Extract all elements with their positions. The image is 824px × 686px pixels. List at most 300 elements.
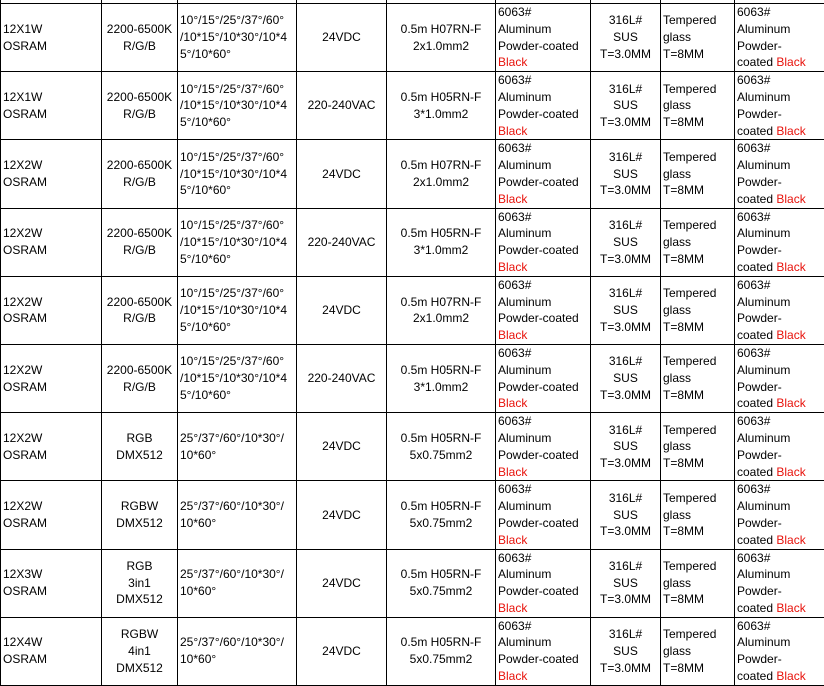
glass-thickness-text: T=8MM	[663, 252, 704, 266]
cable-cell	[387, 140, 496, 208]
cover-material-line: 6063#	[737, 414, 770, 428]
beam-angle-line: /10*15°/10*30°/10*4	[180, 371, 287, 385]
glass-type-text: Tempered	[663, 423, 716, 437]
voltage-cell	[297, 140, 387, 208]
glass-thickness-text: T=8MM	[663, 47, 704, 61]
glass-word-text: glass	[663, 508, 691, 522]
voltage-text: 24VDC	[322, 303, 361, 317]
voltage-cell	[297, 72, 387, 140]
power-text: 12X3W	[3, 567, 42, 581]
cover-material-line: 6063#	[737, 346, 770, 360]
cover-material-cell	[735, 140, 824, 208]
cable-type-text: 0.5m H05RN-F	[401, 431, 482, 445]
screw-cell	[591, 276, 661, 344]
beam-angle-line: /10*15°/10*30°/10*4	[180, 30, 287, 44]
cover-color-text: Black	[776, 328, 805, 342]
power-text: 12X2W	[3, 499, 42, 513]
cable-size-text: 5x0.75mm2	[410, 584, 473, 598]
cct-text: RGBW	[121, 499, 158, 513]
body-material-cell	[496, 276, 591, 344]
body-material-line: Aluminum	[498, 22, 551, 36]
body-material-line: 6063#	[498, 278, 531, 292]
cable-type-text: 0.5m H05RN-F	[401, 90, 482, 104]
table-row	[1, 276, 824, 344]
body-material-cell	[496, 208, 591, 276]
cover-color-text: Black	[776, 533, 805, 547]
color-mode-text: DMX512	[116, 448, 163, 462]
cover-color-text: Black	[776, 124, 805, 138]
cct-text: 2200-6500K	[107, 22, 172, 36]
glass-type-text: Tempered	[663, 627, 716, 641]
body-color-text: Black	[498, 669, 527, 683]
body-material-line: Aluminum	[498, 295, 551, 309]
beam-angle-line: 10*60°	[180, 652, 216, 666]
glass-thickness-text: T=8MM	[663, 661, 704, 675]
power-cell	[1, 413, 102, 481]
cover-material-line: coated	[737, 55, 773, 69]
screw-thickness-text: T=3.0MM	[600, 388, 651, 402]
body-color-text: Black	[498, 465, 527, 479]
body-color-text: Black	[498, 55, 527, 69]
glass-thickness-text: T=8MM	[663, 320, 704, 334]
table-row	[1, 140, 824, 208]
glass-type-text: Tempered	[663, 82, 716, 96]
body-material-cell	[496, 72, 591, 140]
cct-cell	[102, 481, 178, 549]
table-row	[1, 549, 824, 617]
beam-angle-line: 5°/10*60°	[180, 388, 231, 402]
cable-cell	[387, 549, 496, 617]
cover-material-line: Aluminum	[737, 635, 790, 649]
cable-cell	[387, 481, 496, 549]
cable-size-text: 3*1.0mm2	[414, 243, 469, 257]
glass-cell	[661, 617, 735, 685]
screw-thickness-text: T=3.0MM	[600, 592, 651, 606]
power-cell	[1, 481, 102, 549]
chip-brand-text: OSRAM	[3, 39, 47, 53]
cct-cell	[102, 72, 178, 140]
screw-grade-text: 316L#	[609, 423, 642, 437]
cover-material-cell	[735, 549, 824, 617]
glass-type-text: Tempered	[663, 559, 716, 573]
chip-brand-text: OSRAM	[3, 311, 47, 325]
power-cell	[1, 208, 102, 276]
body-color-text: Black	[498, 192, 527, 206]
cable-size-text: 3*1.0mm2	[414, 380, 469, 394]
power-text: 12X2W	[3, 226, 42, 240]
cct-cell	[102, 549, 178, 617]
chip-brand-text: OSRAM	[3, 448, 47, 462]
cable-type-text: 0.5m H05RN-F	[401, 567, 482, 581]
glass-type-text: Tempered	[663, 491, 716, 505]
glass-thickness-text: T=8MM	[663, 456, 704, 470]
body-material-line: Powder-coated	[498, 243, 579, 257]
color-mode-text: 4in1	[128, 644, 151, 658]
screw-cell	[591, 549, 661, 617]
beam-angle-line: 10*60°	[180, 448, 216, 462]
body-material-line: 6063#	[498, 73, 531, 87]
beam-angle-cell	[178, 4, 297, 72]
screw-material-text: SUS	[613, 30, 638, 44]
cover-material-line: coated	[737, 601, 773, 615]
cover-material-line: Aluminum	[737, 567, 790, 581]
body-color-text: Black	[498, 260, 527, 274]
cover-color-text: Black	[776, 465, 805, 479]
cable-type-text: 0.5m H05RN-F	[401, 226, 482, 240]
power-text: 12X2W	[3, 431, 42, 445]
glass-cell	[661, 549, 735, 617]
table-row	[1, 208, 824, 276]
screw-cell	[591, 344, 661, 412]
cover-material-cell	[735, 4, 824, 72]
voltage-cell	[297, 481, 387, 549]
body-material-line: Aluminum	[498, 90, 551, 104]
glass-type-text: Tempered	[663, 218, 716, 232]
glass-thickness-text: T=8MM	[663, 592, 704, 606]
screw-grade-text: 316L#	[609, 559, 642, 573]
body-material-cell	[496, 481, 591, 549]
cover-material-line: 6063#	[737, 278, 770, 292]
cover-material-line: coated	[737, 533, 773, 547]
beam-angle-cell	[178, 208, 297, 276]
cover-material-line: coated	[737, 328, 773, 342]
power-cell	[1, 276, 102, 344]
chip-brand-text: OSRAM	[3, 380, 47, 394]
body-material-line: Powder-coated	[498, 107, 579, 121]
cct-text: 2200-6500K	[107, 295, 172, 309]
chip-brand-text: OSRAM	[3, 652, 47, 666]
cover-material-line: Aluminum	[737, 90, 790, 104]
cover-material-cell	[735, 344, 824, 412]
color-mode-text: R/G/B	[123, 380, 156, 394]
cable-size-text: 2x1.0mm2	[413, 175, 469, 189]
color-mode-text: R/G/B	[123, 107, 156, 121]
body-material-line: 6063#	[498, 346, 531, 360]
body-material-line: 6063#	[498, 482, 531, 496]
beam-angle-line: 5°/10*60°	[180, 115, 231, 129]
beam-angle-line: 10*60°	[180, 584, 216, 598]
beam-angle-cell	[178, 276, 297, 344]
color-mode-text: R/G/B	[123, 175, 156, 189]
cable-size-text: 2x1.0mm2	[413, 311, 469, 325]
body-color-text: Black	[498, 124, 527, 138]
cover-material-line: Powder-	[737, 652, 782, 666]
cct-cell	[102, 208, 178, 276]
beam-angle-cell	[178, 481, 297, 549]
cover-color-text: Black	[776, 669, 805, 683]
cover-material-line: 6063#	[737, 551, 770, 565]
beam-angle-cell	[178, 617, 297, 685]
cover-material-cell	[735, 276, 824, 344]
body-material-line: Powder-coated	[498, 39, 579, 53]
body-material-line: Powder-coated	[498, 516, 579, 530]
cover-material-line: Powder-	[737, 311, 782, 325]
screw-cell	[591, 72, 661, 140]
glass-word-text: glass	[663, 98, 691, 112]
glass-thickness-text: T=8MM	[663, 115, 704, 129]
cover-material-line: Aluminum	[737, 499, 790, 513]
cover-material-line: 6063#	[737, 210, 770, 224]
body-material-cell	[496, 344, 591, 412]
cover-material-line: Powder-	[737, 516, 782, 530]
glass-type-text: Tempered	[663, 13, 716, 27]
cable-size-text: 2x1.0mm2	[413, 39, 469, 53]
beam-angle-line: 5°/10*60°	[180, 47, 231, 61]
glass-thickness-text: T=8MM	[663, 524, 704, 538]
cct-text: RGB	[126, 559, 152, 573]
body-color-text: Black	[498, 328, 527, 342]
glass-cell	[661, 344, 735, 412]
body-material-line: Aluminum	[498, 499, 551, 513]
cover-material-line: Powder-	[737, 380, 782, 394]
cable-type-text: 0.5m H05RN-F	[401, 635, 482, 649]
cover-color-text: Black	[776, 55, 805, 69]
voltage-cell	[297, 208, 387, 276]
body-material-cell	[496, 413, 591, 481]
cable-cell	[387, 4, 496, 72]
screw-thickness-text: T=3.0MM	[600, 456, 651, 470]
cable-cell	[387, 208, 496, 276]
beam-angle-line: 10°/15°/25°/37°/60°	[180, 218, 284, 232]
cover-material-cell	[735, 481, 824, 549]
power-cell	[1, 344, 102, 412]
cable-size-text: 5x0.75mm2	[410, 652, 473, 666]
cct-text: 2200-6500K	[107, 158, 172, 172]
glass-word-text: glass	[663, 371, 691, 385]
screw-material-text: SUS	[613, 235, 638, 249]
cct-text: 2200-6500K	[107, 90, 172, 104]
screw-grade-text: 316L#	[609, 218, 642, 232]
body-color-text: Black	[498, 601, 527, 615]
screw-cell	[591, 481, 661, 549]
cover-material-line: coated	[737, 192, 773, 206]
screw-material-text: SUS	[613, 439, 638, 453]
cover-material-line: Powder-	[737, 584, 782, 598]
body-color-text: Black	[498, 533, 527, 547]
screw-cell	[591, 413, 661, 481]
beam-angle-cell	[178, 344, 297, 412]
body-material-line: Powder-coated	[498, 448, 579, 462]
screw-cell	[591, 4, 661, 72]
cable-cell	[387, 276, 496, 344]
screw-material-text: SUS	[613, 167, 638, 181]
glass-cell	[661, 481, 735, 549]
glass-word-text: glass	[663, 30, 691, 44]
body-material-line: Aluminum	[498, 567, 551, 581]
cable-cell	[387, 72, 496, 140]
voltage-text: 220-240VAC	[308, 98, 376, 112]
screw-grade-text: 316L#	[609, 82, 642, 96]
beam-angle-line: 5°/10*60°	[180, 320, 231, 334]
cover-material-line: Aluminum	[737, 158, 790, 172]
beam-angle-line: /10*15°/10*30°/10*4	[180, 167, 287, 181]
screw-material-text: SUS	[613, 98, 638, 112]
table-row	[1, 617, 824, 685]
screw-material-text: SUS	[613, 371, 638, 385]
color-mode-text: DMX512	[116, 516, 163, 530]
table-row	[1, 72, 824, 140]
voltage-text: 24VDC	[322, 508, 361, 522]
cct-text: RGBW	[121, 627, 158, 641]
screw-thickness-text: T=3.0MM	[600, 661, 651, 675]
glass-cell	[661, 4, 735, 72]
body-material-line: Aluminum	[498, 363, 551, 377]
body-material-line: 6063#	[498, 551, 531, 565]
chip-brand-text: OSRAM	[3, 584, 47, 598]
body-material-line: Aluminum	[498, 158, 551, 172]
beam-angle-line: 5°/10*60°	[180, 183, 231, 197]
beam-angle-line: 10°/15°/25°/37°/60°	[180, 286, 284, 300]
cable-type-text: 0.5m H07RN-F	[401, 158, 482, 172]
spec-table-body	[1, 0, 824, 685]
cover-material-line: Powder-	[737, 448, 782, 462]
screw-grade-text: 316L#	[609, 627, 642, 641]
cover-material-line: coated	[737, 669, 773, 683]
cct-text: 2200-6500K	[107, 226, 172, 240]
voltage-text: 24VDC	[322, 167, 361, 181]
screw-thickness-text: T=3.0MM	[600, 183, 651, 197]
body-material-line: Aluminum	[498, 431, 551, 445]
beam-angle-line: 25°/37°/60°/10*30°/	[180, 431, 284, 445]
color-mode-text: R/G/B	[123, 311, 156, 325]
cable-cell	[387, 344, 496, 412]
body-material-line: Powder-coated	[498, 652, 579, 666]
cover-material-line: Aluminum	[737, 226, 790, 240]
screw-material-text: SUS	[613, 644, 638, 658]
cover-material-line: Aluminum	[737, 295, 790, 309]
beam-angle-line: /10*15°/10*30°/10*4	[180, 98, 287, 112]
glass-type-text: Tempered	[663, 354, 716, 368]
body-material-cell	[496, 617, 591, 685]
cable-type-text: 0.5m H05RN-F	[401, 363, 482, 377]
cover-material-line: Powder-	[737, 39, 782, 53]
power-cell	[1, 617, 102, 685]
screw-grade-text: 316L#	[609, 354, 642, 368]
cover-material-cell	[735, 72, 824, 140]
screw-thickness-text: T=3.0MM	[600, 47, 651, 61]
cover-material-line: Aluminum	[737, 22, 790, 36]
cable-cell	[387, 617, 496, 685]
screw-grade-text: 316L#	[609, 491, 642, 505]
chip-brand-text: OSRAM	[3, 175, 47, 189]
cover-material-cell	[735, 617, 824, 685]
glass-cell	[661, 140, 735, 208]
screw-thickness-text: T=3.0MM	[600, 320, 651, 334]
body-material-line: Powder-coated	[498, 175, 579, 189]
cable-cell	[387, 413, 496, 481]
voltage-cell	[297, 549, 387, 617]
glass-thickness-text: T=8MM	[663, 183, 704, 197]
cct-cell	[102, 276, 178, 344]
cct-cell	[102, 344, 178, 412]
beam-angle-line: /10*15°/10*30°/10*4	[180, 303, 287, 317]
voltage-cell	[297, 413, 387, 481]
control-text: DMX512	[116, 592, 163, 606]
cover-color-text: Black	[776, 396, 805, 410]
glass-type-text: Tempered	[663, 150, 716, 164]
screw-thickness-text: T=3.0MM	[600, 115, 651, 129]
power-text: 12X2W	[3, 295, 42, 309]
body-material-line: Powder-coated	[498, 380, 579, 394]
screw-material-text: SUS	[613, 303, 638, 317]
beam-angle-line: 10°/15°/25°/37°/60°	[180, 13, 284, 27]
glass-word-text: glass	[663, 644, 691, 658]
body-material-line: Aluminum	[498, 635, 551, 649]
body-material-line: Aluminum	[498, 226, 551, 240]
chip-brand-text: OSRAM	[3, 107, 47, 121]
body-material-line: 6063#	[498, 141, 531, 155]
beam-angle-line: 25°/37°/60°/10*30°/	[180, 499, 284, 513]
beam-angle-line: 10*60°	[180, 516, 216, 530]
beam-angle-line: 10°/15°/25°/37°/60°	[180, 82, 284, 96]
glass-type-text: Tempered	[663, 286, 716, 300]
cct-text: RGB	[126, 431, 152, 445]
glass-cell	[661, 208, 735, 276]
screw-material-text: SUS	[613, 508, 638, 522]
voltage-text: 220-240VAC	[308, 371, 376, 385]
control-text: DMX512	[116, 661, 163, 675]
beam-angle-line: /10*15°/10*30°/10*4	[180, 235, 287, 249]
body-material-cell	[496, 4, 591, 72]
screw-thickness-text: T=3.0MM	[600, 524, 651, 538]
cable-type-text: 0.5m H07RN-F	[401, 295, 482, 309]
voltage-cell	[297, 276, 387, 344]
cct-text: 2200-6500K	[107, 363, 172, 377]
table-row	[1, 481, 824, 549]
cover-material-line: Aluminum	[737, 431, 790, 445]
cable-size-text: 3*1.0mm2	[414, 107, 469, 121]
beam-angle-line: 10°/15°/25°/37°/60°	[180, 150, 284, 164]
cover-material-line: Aluminum	[737, 363, 790, 377]
beam-angle-cell	[178, 413, 297, 481]
cct-cell	[102, 413, 178, 481]
cover-material-line: Powder-	[737, 243, 782, 257]
cover-material-line: coated	[737, 465, 773, 479]
cover-color-text: Black	[776, 260, 805, 274]
cable-size-text: 5x0.75mm2	[410, 448, 473, 462]
power-text: 12X2W	[3, 158, 42, 172]
cover-material-cell	[735, 208, 824, 276]
voltage-text: 24VDC	[322, 576, 361, 590]
beam-angle-line: 5°/10*60°	[180, 252, 231, 266]
screw-grade-text: 316L#	[609, 13, 642, 27]
body-material-line: 6063#	[498, 5, 531, 19]
color-mode-text: R/G/B	[123, 39, 156, 53]
cover-material-line: 6063#	[737, 73, 770, 87]
glass-cell	[661, 276, 735, 344]
screw-cell	[591, 617, 661, 685]
power-text: 12X1W	[3, 90, 42, 104]
color-mode-text: 3in1	[128, 576, 151, 590]
body-material-line: Powder-coated	[498, 311, 579, 325]
screw-thickness-text: T=3.0MM	[600, 252, 651, 266]
body-material-cell	[496, 140, 591, 208]
table-row	[1, 413, 824, 481]
power-text: 12X2W	[3, 363, 42, 377]
beam-angle-cell	[178, 140, 297, 208]
cover-material-line: 6063#	[737, 5, 770, 19]
cable-type-text: 0.5m H07RN-F	[401, 22, 482, 36]
beam-angle-cell	[178, 72, 297, 140]
power-text: 12X1W	[3, 22, 42, 36]
glass-word-text: glass	[663, 235, 691, 249]
screw-cell	[591, 140, 661, 208]
voltage-cell	[297, 617, 387, 685]
cover-material-line: coated	[737, 396, 773, 410]
power-cell	[1, 140, 102, 208]
table-row	[1, 4, 824, 72]
cover-material-line: coated	[737, 260, 773, 274]
